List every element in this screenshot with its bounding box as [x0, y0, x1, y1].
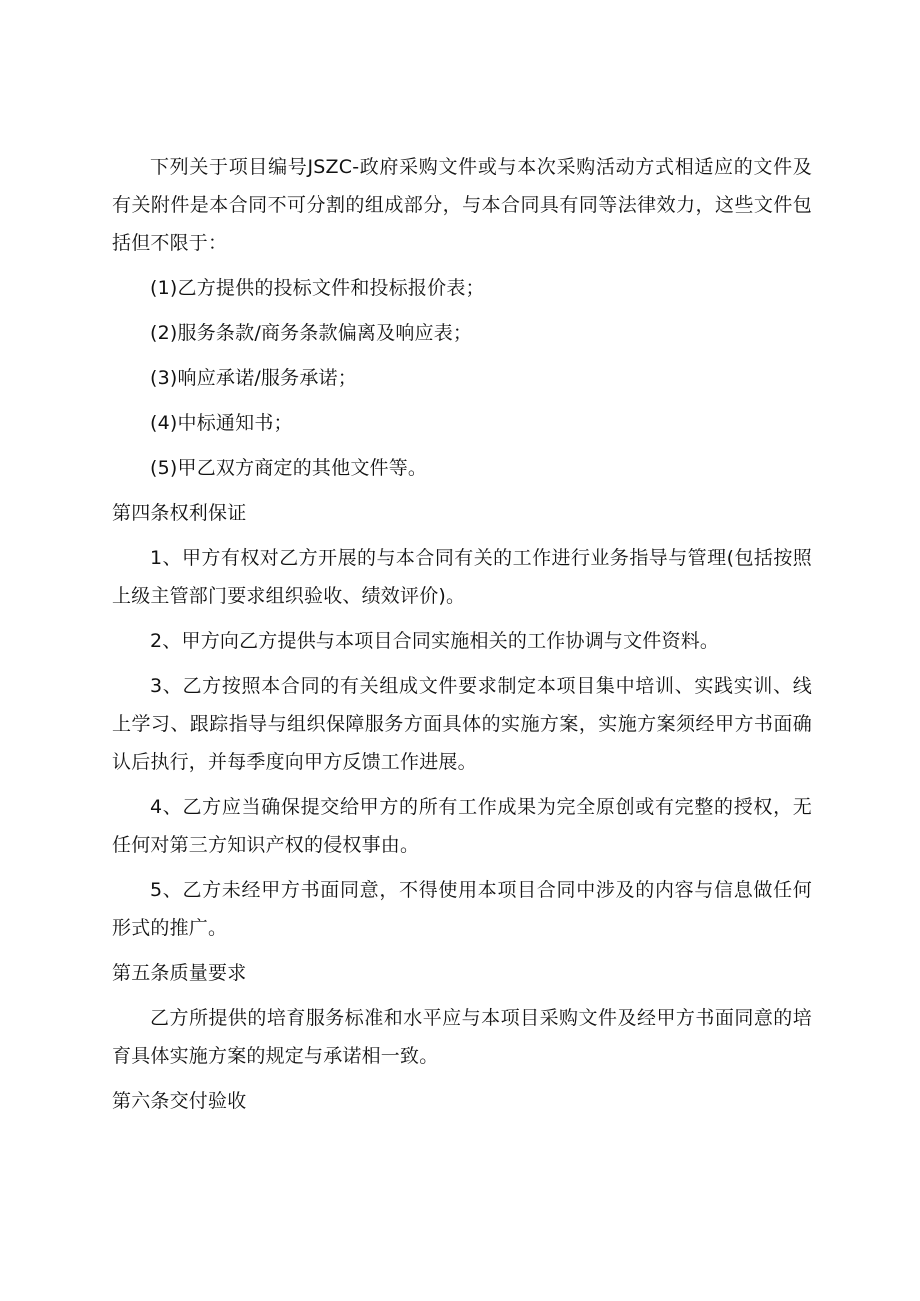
document-body	[112, 148, 812, 1127]
article-4-item: 3、乙方按照本合同的有关组成文件要求制定本项目集中培训、实践实训、线上学习、跟踪指导与组织保障服务方面具体的实施方案，实施方案须经甲方书面确认后执行，并每季度向甲方反馈工作进展。	[112, 675, 812, 773]
article-5-heading: 第五条质量要求	[112, 962, 247, 984]
document-list-item: (1)乙方提供的投标文件和投标报价表；	[150, 277, 485, 299]
article-4-item: 5、乙方未经甲方书面同意，不得使用本项目合同中涉及的内容与信息做任何形式的推广。	[112, 879, 812, 939]
article-4-item: 4、乙方应当确保提交给甲方的所有工作成果为完全原创或有完整的授权，无任何对第三方知识产权的侵权事由。	[112, 796, 812, 856]
article-6-heading: 第六条交付验收	[112, 1090, 247, 1112]
article-4-heading: 第四条权利保证	[112, 502, 247, 524]
article-4-item: 2、甲方向乙方提供与本项目合同实施相关的工作协调与文件资料。	[150, 630, 720, 652]
intro-paragraph: 下列关于项目编号JSZC-政府采购文件或与本次采购活动方式相适应的文件及有关附件是本合同不可分割的组成部分，与本合同具有同等法律效力，这些文件包括但不限于：	[112, 156, 812, 254]
document-list-item: (4)中标通知书；	[150, 412, 293, 434]
article-4-item: 1、甲方有权对乙方开展的与本合同有关的工作进行业务指导与管理(包括按照上级主管部门要求组织验收、绩效评价)。	[112, 547, 812, 607]
article-5-text: 乙方所提供的培育服务标准和水平应与本项目采购文件及经甲方书面同意的培育具体实施方案的规定与承诺相一致。	[112, 1007, 812, 1067]
document-list-item: (3)响应承诺/服务承诺；	[150, 367, 357, 389]
document-list-item: (2)服务条款/商务条款偏离及响应表；	[150, 322, 473, 344]
document-list-item: (5)甲乙双方商定的其他文件等。	[150, 457, 428, 479]
